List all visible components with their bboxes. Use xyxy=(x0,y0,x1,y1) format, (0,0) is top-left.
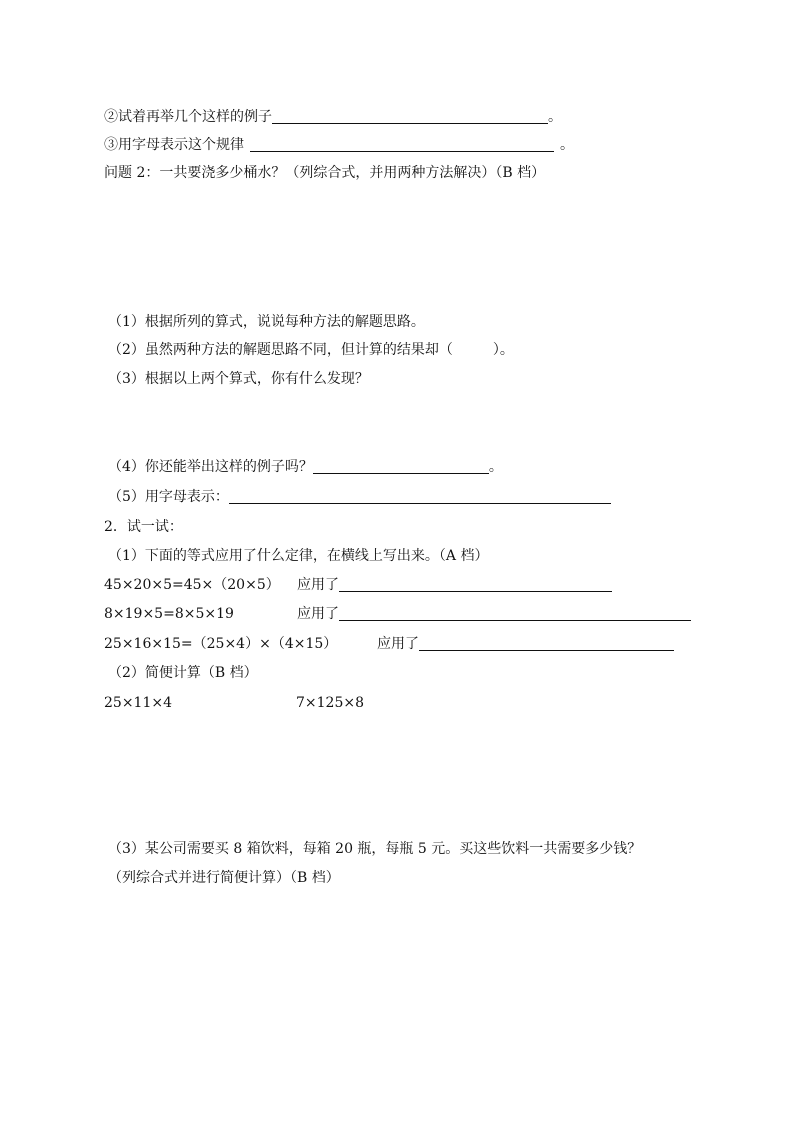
letter-rule-text: ③用字母表示这个规律 xyxy=(104,137,244,153)
equation-2-expression: 8×19×5=8×5×19 xyxy=(104,606,234,622)
equation-1-blank[interactable] xyxy=(339,577,612,592)
letter-rule-blank[interactable] xyxy=(250,137,554,152)
equation-3-expression: 25×16×15=（25×4）×（4×15） xyxy=(104,636,338,652)
example-prompt-text: ②试着再举几个这样的例子 xyxy=(104,109,272,125)
sub-question-5: （5）用字母表示： xyxy=(108,488,611,506)
section-2-heading: 2．试一试： xyxy=(104,519,183,535)
calc-problem-b: 7×125×8 xyxy=(296,695,364,711)
equation-2-blank[interactable] xyxy=(339,606,691,621)
example-answer-blank[interactable] xyxy=(272,109,548,124)
equation-2-answer: 应用了 xyxy=(297,605,691,623)
more-examples-blank[interactable] xyxy=(313,459,489,474)
equation-3-blank[interactable] xyxy=(419,636,674,651)
equation-1-answer: 应用了 xyxy=(297,576,612,594)
calc-problem-a: 25×11×4 xyxy=(104,695,172,711)
equation-1-expression: 45×20×5=45×（20×5） xyxy=(104,577,280,593)
example-prompt-line: ②试着再举几个这样的例子 。 xyxy=(104,109,562,125)
word-problem-instruction: （列综合式并进行简便计算）（B 档） xyxy=(108,870,340,886)
sub-question-2: （2）虽然两种方法的解题思路不同，但计算的结果却（ ）。 xyxy=(108,342,514,358)
equation-3-answer: 应用了 xyxy=(377,635,674,653)
sub-question-3: （3）根据以上两个算式，你有什么发现？ xyxy=(108,371,369,387)
question-2-heading: 问题 2：一共要浇多少桶水？（列综合式，并用两种方法解决）（B 档） xyxy=(104,165,546,181)
law-identification-instruction: （1）下面的等式应用了什么定律，在横线上写出来。（A 档） xyxy=(108,548,489,564)
letter-expression-blank[interactable] xyxy=(229,489,611,504)
letter-rule-line: ③用字母表示这个规律 。 xyxy=(104,137,574,153)
word-problem-text: （3）某公司需要买 8 箱饮料，每箱 20 瓶，每瓶 5 元。买这些饮料一共需要多少钱？ xyxy=(108,841,642,857)
sub-question-1: （1）根据所列的算式，说说每种方法的解题思路。 xyxy=(108,314,425,330)
simple-calc-heading: （2）简便计算（B 档） xyxy=(108,665,258,681)
sub-question-4: （4）你还能举出这样的例子吗？ 。 xyxy=(108,459,503,475)
